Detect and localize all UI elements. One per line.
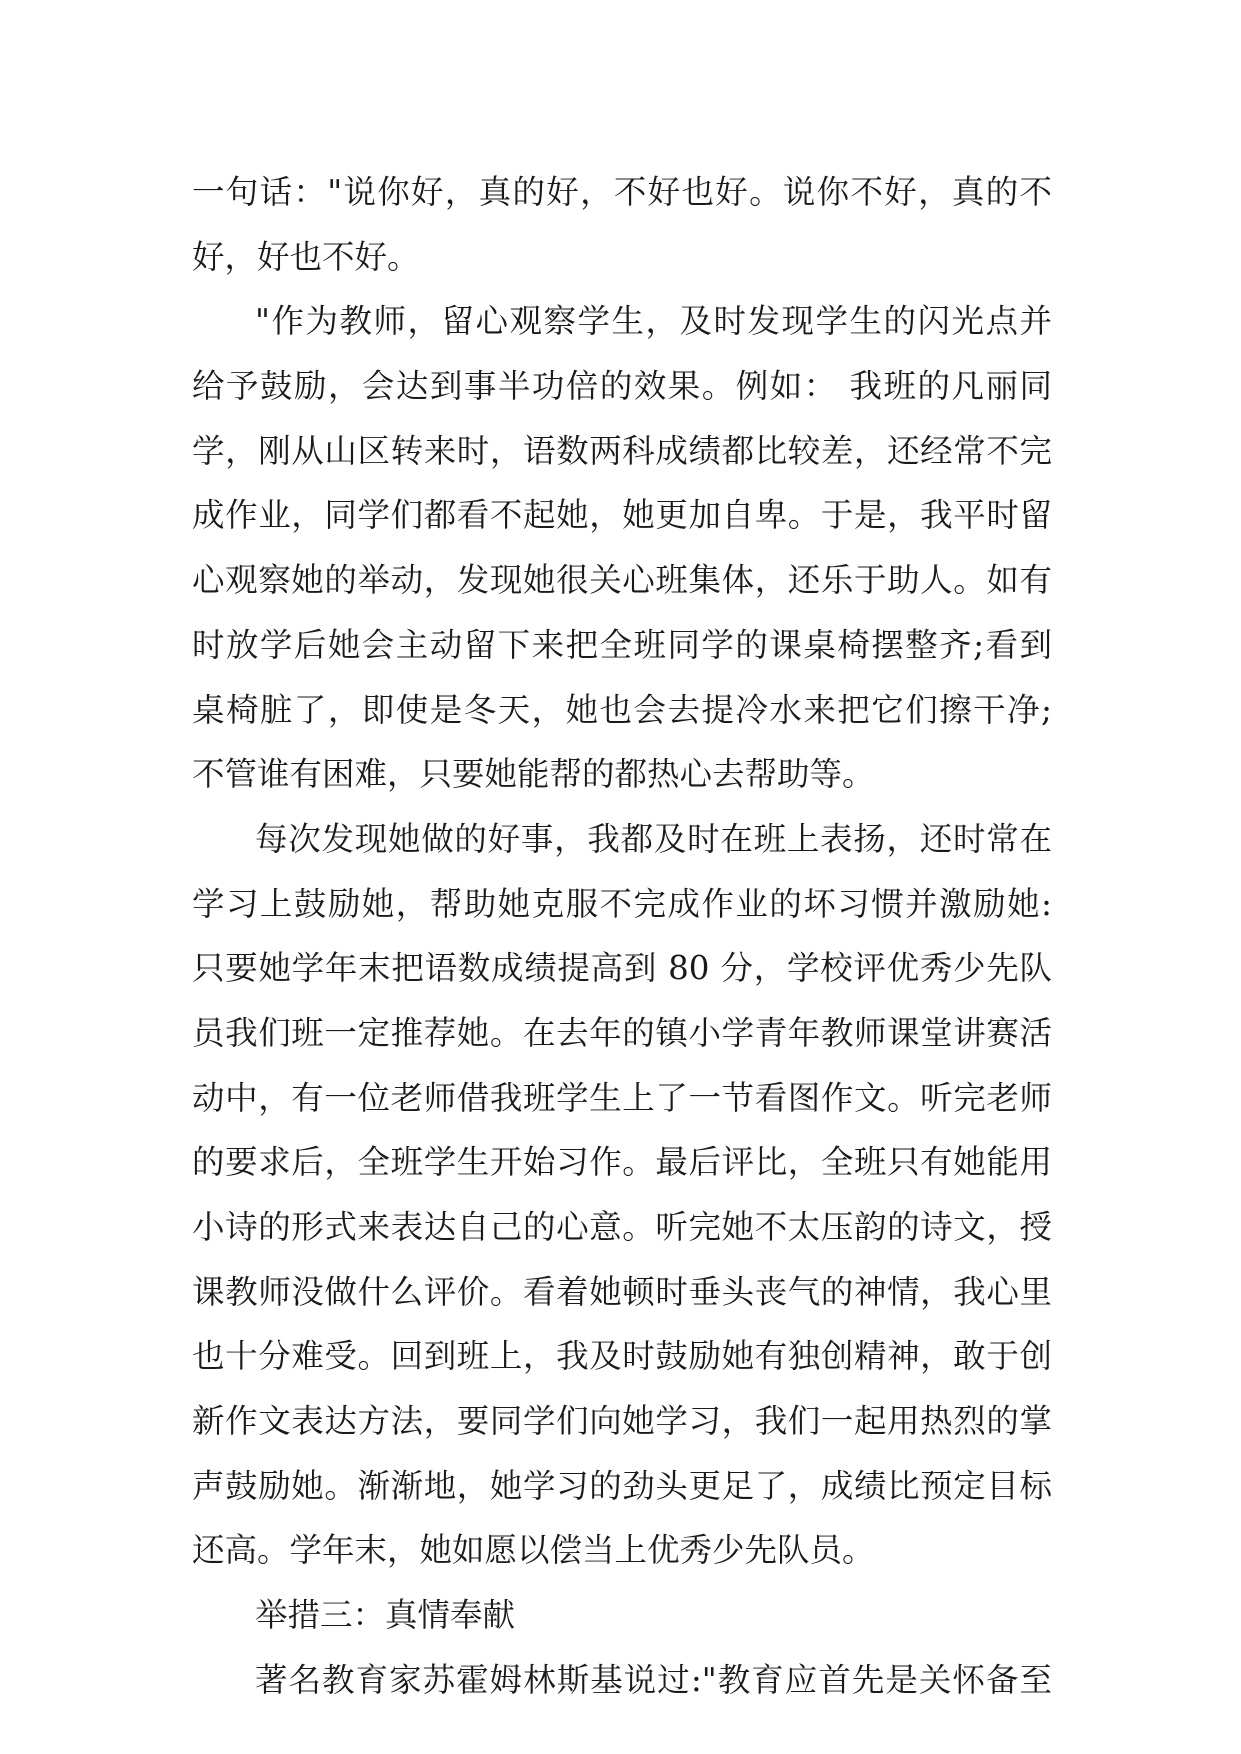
text-line: 不管谁有困难，只要她能帮的都热心去帮助等。: [192, 755, 875, 794]
text-line: 声鼓励她。渐渐地，她学习的劲头更足了，成绩比预定目标: [192, 1466, 1052, 1505]
paragraph-first-line: "作为教师，留心观察学生，及时发现学生的闪光点并: [255, 302, 1052, 341]
text-line: 只要她学年末把语数成绩提高到 80 分，学校评优秀少先队: [192, 949, 1052, 988]
text-line: 还高。学年末，她如愿以偿当上优秀少先队员。: [192, 1531, 875, 1570]
text-line: 学习上鼓励她，帮助她克服不完成作业的坏习惯并激励她:: [192, 884, 1052, 923]
document-body: [192, 160, 1052, 1713]
text-line: 小诗的形式来表达自己的心意。听完她不太压韵的诗文，授: [192, 1208, 1052, 1246]
text-line: 心观察她的举动，发现她很关心班集体，还乐于助人。如有: [192, 561, 1052, 600]
paragraph-first-line: 每次发现她做的好事，我都及时在班上表扬，还时常在: [255, 819, 1052, 858]
text-line: 学，刚从山区转来时，语数两科成绩都比较差，还经常不完: [192, 431, 1052, 470]
section-heading: 举措三：真情奉献: [255, 1596, 516, 1635]
text-line: 动中，有一位老师借我班学生上了一节看图作文。听完老师: [192, 1078, 1052, 1117]
text-line: 成作业，同学们都看不起她，她更加自卑。于是，我平时留: [192, 496, 1052, 535]
text-line: 桌椅脏了，即使是冬天，她也会去提冷水来把它们擦干净;: [192, 690, 1052, 729]
text-line: 时放学后她会主动留下来把全班同学的课桌椅摆整齐;看到: [192, 625, 1052, 664]
text-line: 新作文表达方法，要同学们向她学习，我们一起用热烈的掌: [192, 1402, 1052, 1441]
text-line: 课教师没做什么评价。看着她顿时垂头丧气的神情，我心里: [192, 1272, 1052, 1311]
text-line: 的要求后，全班学生开始习作。最后评比，全班只有她能用: [192, 1143, 1052, 1182]
text-line: 一句话："说你好，真的好，不好也好。说你不好，真的不: [192, 173, 1052, 211]
text-line: 员我们班一定推荐她。在去年的镇小学青年教师课堂讲赛活: [192, 1013, 1052, 1052]
text-line: 好，好也不好。: [192, 237, 420, 276]
text-line: 给予鼓励，会达到事半功倍的效果。例如： 我班的凡丽同: [192, 367, 1052, 406]
text-line: 也十分难受。回到班上，我及时鼓励她有独创精神，敢于创: [192, 1337, 1052, 1376]
paragraph-first-line: 著名教育家苏霍姆林斯基说过:"教育应首先是关怀备至: [255, 1660, 1052, 1699]
